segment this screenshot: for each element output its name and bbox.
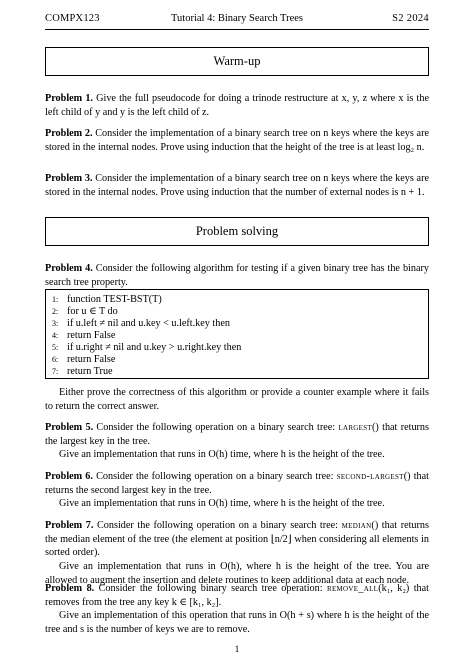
problem-5-task-text: Give an implementation that runs in O(h) time, where h is the height of the tree.	[59, 449, 385, 460]
algo-line-number: 3:	[52, 319, 59, 328]
section-warmup	[45, 47, 429, 76]
algo-line-code: if u.right ≠ nil and u.key > u.right.key then	[67, 342, 242, 353]
algo-line-code: return True	[67, 366, 113, 377]
algo-line-number: 4:	[52, 331, 59, 340]
page-header	[45, 13, 429, 27]
problem-4-label: Problem 4.	[45, 263, 93, 274]
problem-6-op: second-largest	[336, 471, 404, 482]
algo-line-number: 7:	[52, 367, 59, 376]
section-problem-solving	[45, 217, 429, 246]
algo-line-code: for u ∈ T do	[67, 306, 118, 317]
problem-4-followup-text: Either prove the correctness of this algorithm or provide a counter example where it fails to return the correct answer.	[45, 387, 429, 412]
problem-8-op: remove_all	[326, 583, 379, 594]
problem-7-text-pre: Consider the following operation on a binary search tree:	[93, 520, 342, 531]
problem-1	[45, 92, 429, 119]
problem-4-followup	[45, 386, 429, 413]
problem-7	[45, 519, 429, 560]
problem-6-text-pre: Consider the following operation on a binary search tree:	[92, 471, 337, 482]
problem-1-text: Give the full pseudocode for doing a trinode restructure at x, y, z where x is the left child of y and y is the left child of z.	[45, 93, 429, 118]
algo-line-code: return False	[67, 354, 116, 365]
algo-line	[52, 365, 113, 378]
algo-line-number: 5:	[52, 343, 59, 352]
problem-4-text: Consider the following algorithm for testing if a given binary tree has the binary search tree property.	[45, 263, 429, 288]
problem-8-task	[45, 609, 429, 636]
algo-line-code: return False	[67, 330, 116, 341]
section-warmup-title: Warm-up	[213, 54, 261, 68]
problem-7-label: Problem 7.	[45, 520, 94, 531]
problem-6-task	[45, 497, 429, 511]
section-problem-solving-title: Problem solving	[195, 224, 279, 238]
header-title: Tutorial 4: Binary Search Trees	[170, 13, 304, 24]
problem-2-text: Consider the implementation of a binary search tree on n keys where the keys are stored in the internal nodes. Prove using induction that the height of the tree is at least log₂ n.	[45, 128, 429, 153]
algo-line-number: 1:	[52, 295, 59, 304]
problem-8-text-pre: Consider the following binary search tree operation:	[94, 583, 327, 594]
problem-3	[45, 172, 429, 199]
problem-1-label: Problem 1.	[45, 93, 93, 104]
problem-5-op: largest	[338, 422, 373, 433]
algo-line-number: 2:	[52, 307, 59, 316]
problem-3-label: Problem 3.	[45, 173, 93, 184]
algo-line-number: 6:	[52, 355, 59, 364]
problem-6-label: Problem 6.	[45, 471, 93, 482]
header-course: COMPX123	[45, 13, 100, 24]
problem-2-label: Problem 2.	[45, 128, 93, 139]
problem-7-text-post: () that returns the median element of the tree (the element at position ⌊n/2⌋ when considering all elements in sorted order).	[45, 520, 429, 559]
problem-5-label: Problem 5.	[45, 422, 94, 433]
algorithm-box	[45, 289, 429, 379]
problem-5-text-pre: Consider the following operation on a binary search tree:	[93, 422, 339, 433]
problem-4	[45, 262, 429, 289]
problem-8-task-text: Give an implementation of this operation that runs in O(h + s) where h is the height of the tree and s is the number of keys we are to remove.	[45, 610, 429, 635]
page-number: 1	[234, 645, 240, 655]
problem-6-text-post: () that returns the second largest key in the tree.	[45, 471, 429, 496]
problem-8-text-post: (k₁, k₂) that removes from the tree any key k ∈ [k₁, k₂].	[45, 583, 429, 608]
algo-line-code: if u.left ≠ nil and u.key < u.left.key then	[67, 318, 230, 329]
algo-line-code: function TEST-BST(T)	[67, 294, 162, 305]
header-semester: S2 2024	[392, 13, 429, 24]
problem-6-task-text: Give an implementation that runs in O(h) time, where h is the height of the tree.	[59, 498, 385, 509]
problem-5	[45, 421, 429, 448]
problem-5-text-post: () that returns the largest key in the tree.	[45, 422, 429, 447]
problem-6	[45, 470, 429, 497]
problem-7-task-text: Give an implementation that runs in O(h), where h is the height of the tree. You are allowed to augment the insertion and delete routines to keep additional data at each node.	[45, 561, 429, 586]
problem-8	[45, 582, 429, 609]
problem-8-label: Problem 8.	[45, 583, 95, 594]
problem-3-text: Consider the implementation of a binary search tree on n keys where the keys are stored in the internal nodes. Prove using induction that the number of external nodes is n + 1.	[45, 173, 429, 198]
problem-7-op: median	[341, 520, 372, 531]
problem-2	[45, 127, 429, 154]
header-rule	[45, 29, 429, 30]
problem-5-task	[45, 448, 429, 462]
